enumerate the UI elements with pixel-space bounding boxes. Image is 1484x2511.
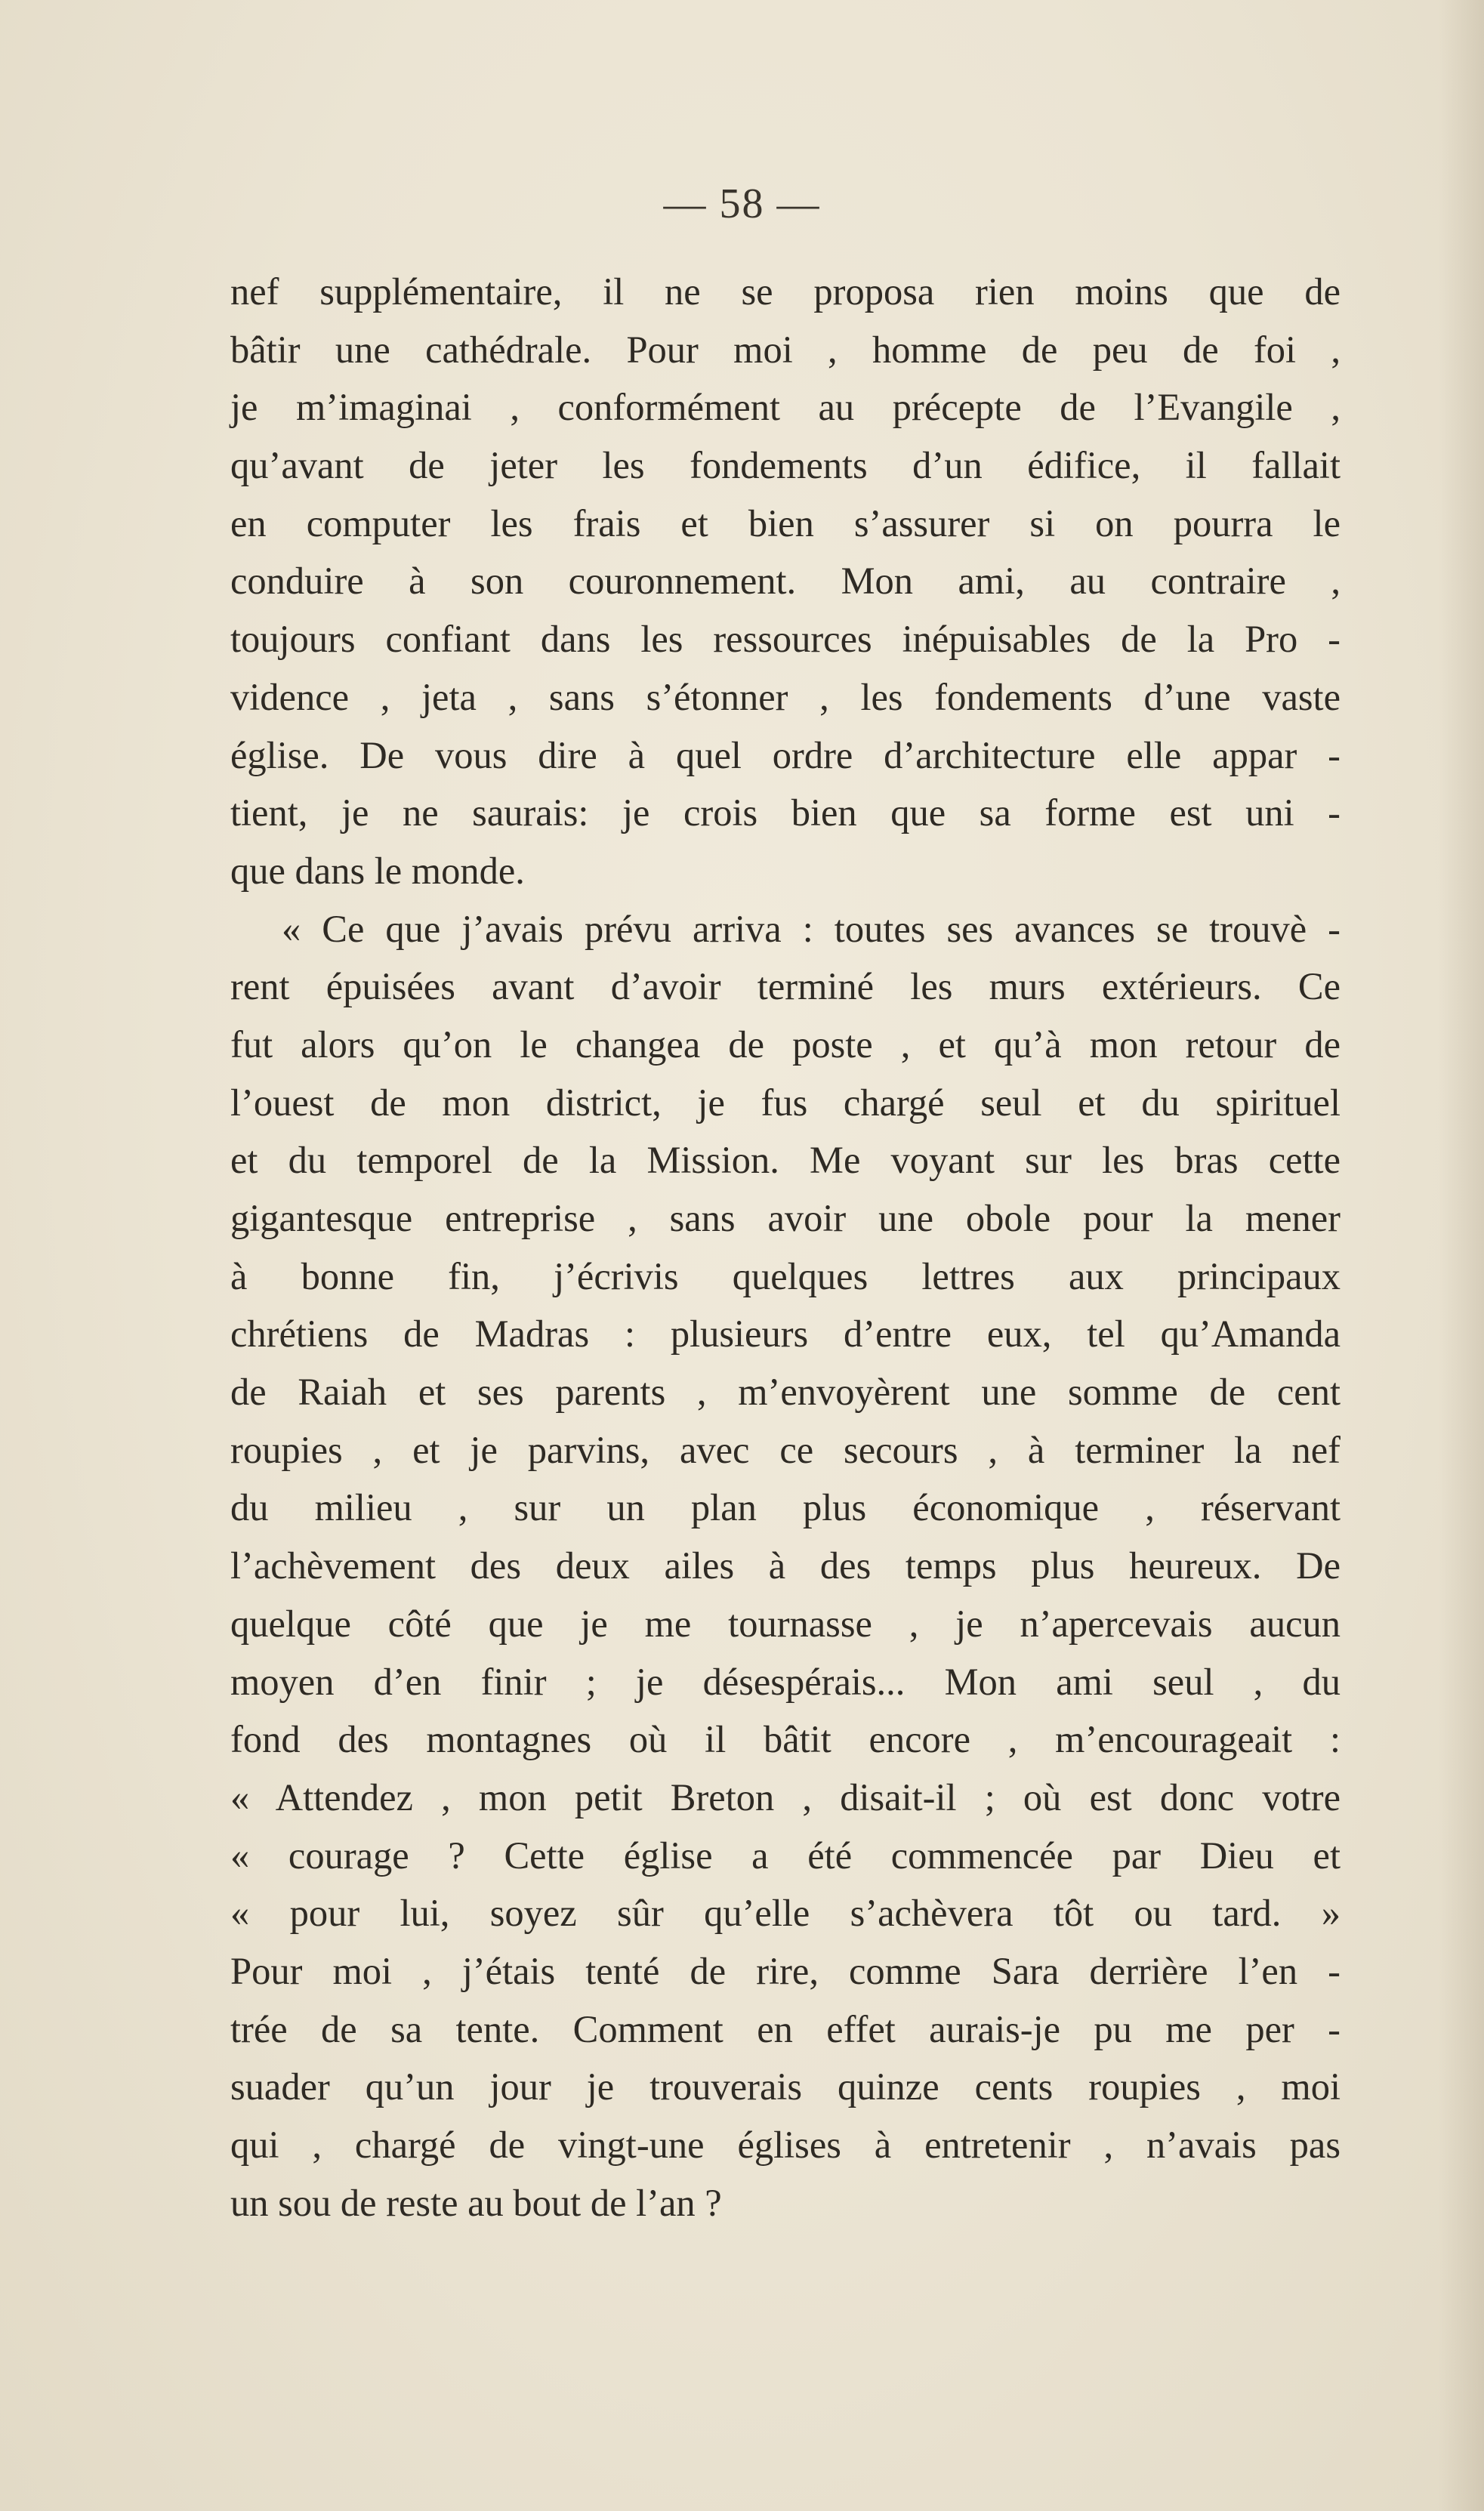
text-line: nef supplémentaire, il ne se proposa rien moins que de <box>230 270 1341 313</box>
text-line: à bonne fin, j’écrivis quelques lettres aux principaux <box>230 1254 1341 1297</box>
text-line: Pour moi , j’étais tenté de rire, comme Sara derrière l’en - <box>230 1949 1341 1992</box>
text-line: vidence , jeta , sans s’étonner , les fondements d’une vaste <box>230 675 1341 718</box>
text-line: conduire à son couronnement. Mon ami, au contraire , <box>230 560 1341 603</box>
text-line: fond des montagnes où il bâtit encore , m’encourageait : <box>230 1718 1341 1761</box>
text-line: gigantesque entreprise , sans avoir une obole pour la mener <box>230 1197 1341 1239</box>
paragraph-end-line: un sou de reste au bout de l’an ? <box>230 2181 722 2224</box>
text-line: qu’avant de jeter les fondements d’un édifice, il fallait <box>230 444 1341 487</box>
text-line: et du temporel de la Mission. Me voyant sur les bras cette <box>230 1139 1341 1182</box>
text-line: rent épuisées avant d’avoir terminé les murs extérieurs. Ce <box>230 965 1341 1008</box>
paragraph-end-line: que dans le monde. <box>230 849 525 892</box>
text-line: trée de sa tente. Comment en effet aurais-je pu me per - <box>230 2007 1341 2050</box>
quote-line: « pour lui, soyez sûr qu’elle s’achèvera tôt ou tard. » <box>230 1892 1341 1935</box>
page-edge-shadow <box>1439 0 1484 2511</box>
text-line: l’achèvement des deux ailes à des temps plus heureux. De <box>230 1544 1341 1587</box>
text-line: roupies , et je parvins, avec ce secours , à terminer la nef <box>230 1428 1341 1471</box>
text-line: qui , chargé de vingt-une églises à entretenir , n’avais pas <box>230 2124 1341 2166</box>
page-number: — 58 — <box>663 180 821 227</box>
text-line: fut alors qu’on le changea de poste , et qu’à mon retour de <box>230 1023 1341 1066</box>
text-line: chrétiens de Madras : plusieurs d’entre eux, tel qu’Amanda <box>230 1313 1341 1356</box>
text-line: tient, je ne saurais: je crois bien que sa forme est uni - <box>230 791 1341 834</box>
text-line: moyen d’en finir ; je désespérais... Mon ami seul , du <box>230 1660 1341 1703</box>
text-line: je m’imaginai , conformément au précepte de l’Evangile , <box>230 386 1341 429</box>
paragraph-start-line: « Ce que j’avais prévu arriva : toutes ses avances se trouvè - <box>282 907 1341 950</box>
text-line: de Raiah et ses parents , m’envoyèrent une somme de cent <box>230 1371 1341 1414</box>
text-line: quelque côté que je me tournasse , je n’apercevais aucun <box>230 1602 1341 1645</box>
text-line: en computer les frais et bien s’assurer si on pourra le <box>230 501 1341 544</box>
text-line: toujours confiant dans les ressources inépuisables de la Pro - <box>230 618 1341 661</box>
quote-line: « Attendez , mon petit Breton , disait-il ; où est donc votre <box>230 1775 1341 1818</box>
text-line: bâtir une cathédrale. Pour moi , homme de peu de foi , <box>230 328 1341 371</box>
text-line: suader qu’un jour je trouverais quinze cents roupies , moi <box>230 2065 1341 2108</box>
quote-line: « courage ? Cette église a été commencée par Dieu et <box>230 1834 1341 1877</box>
text-line: église. De vous dire à quel ordre d’architecture elle appar - <box>230 733 1341 776</box>
body-text <box>230 263 1341 2232</box>
text-line: du milieu , sur un plan plus économique , réservant <box>230 1486 1341 1529</box>
text-line: l’ouest de mon district, je fus chargé seul et du spirituel <box>230 1081 1341 1124</box>
